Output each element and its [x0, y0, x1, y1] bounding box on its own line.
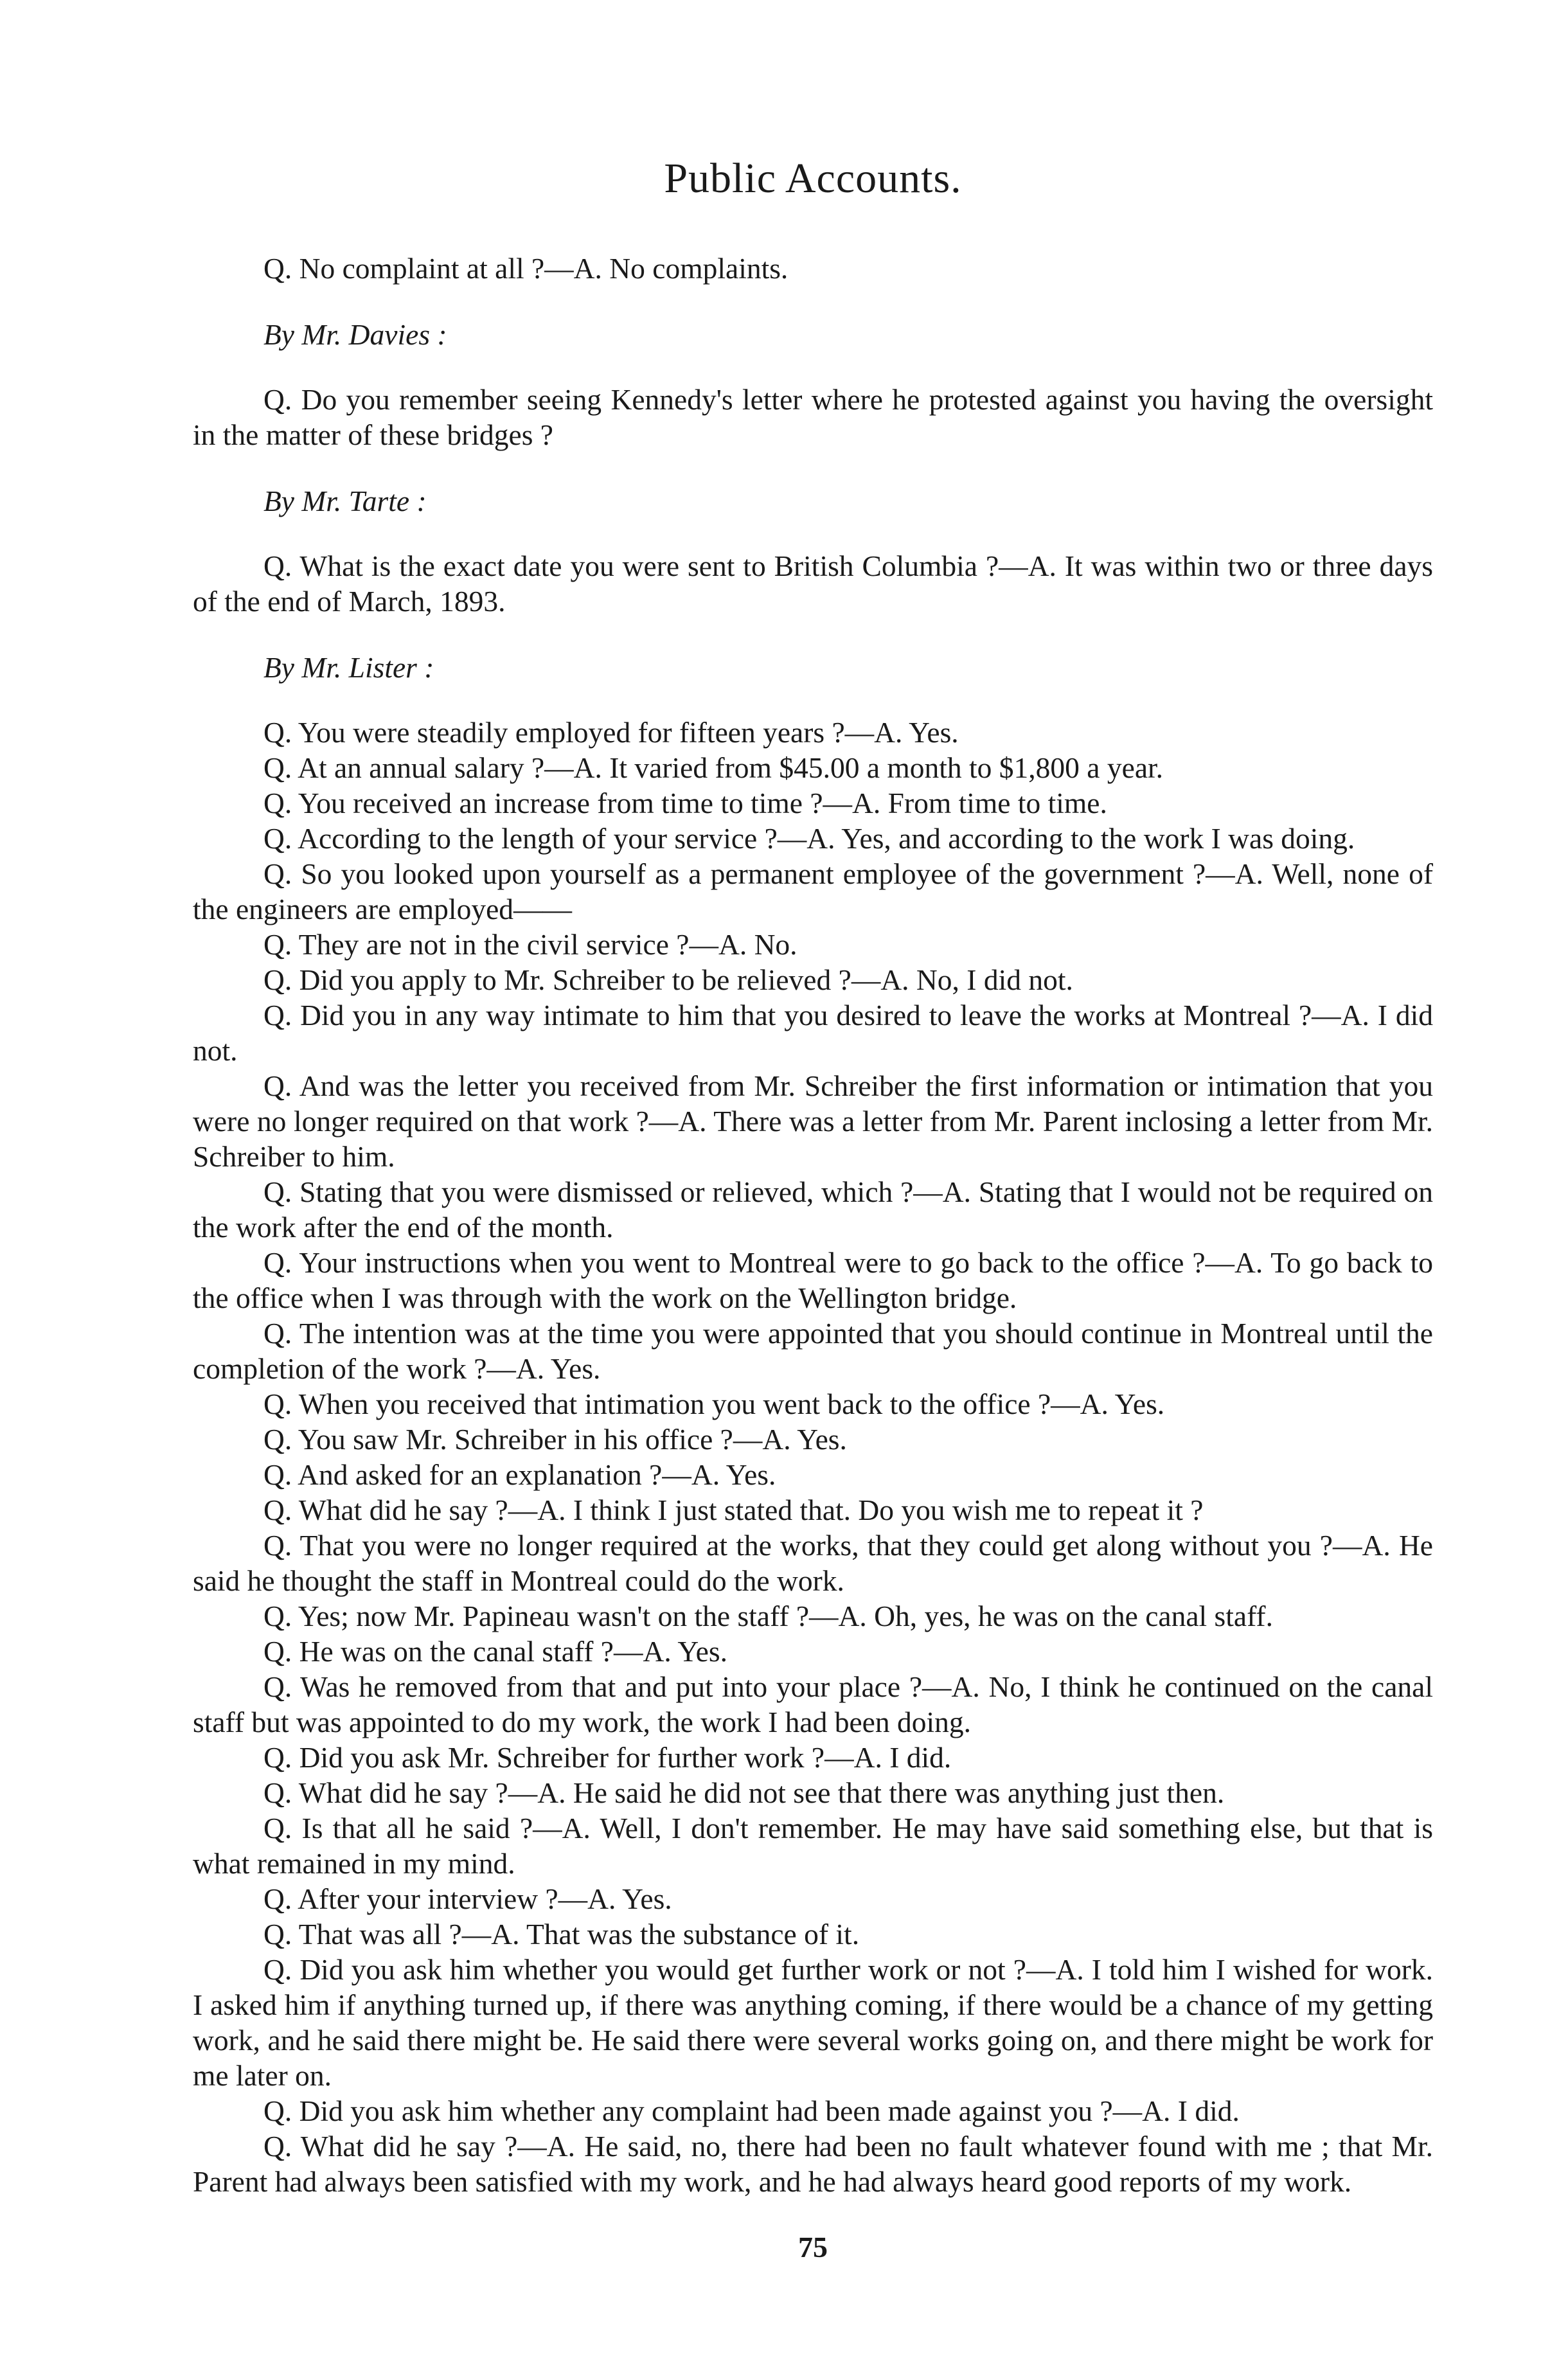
- paragraph: Q. What did he say ?—A. He said, no, there had been no fault whatever found with me ; that Mr. Parent had always been satisfied with my work, and he had always heard good reports of my work.: [193, 2130, 1433, 2198]
- speaker-heading: By Mr. Davies :: [263, 318, 447, 351]
- paragraph: Q. He was on the canal staff ?—A. Yes.: [263, 1635, 727, 1668]
- paragraph: Q. That you were no longer required at the works, that they could get along without you ?—A. He said he thought the staff in Montreal could do the work.: [193, 1529, 1433, 1597]
- paragraph: Q. You received an increase from time to time ?—A. From time to time.: [263, 787, 1107, 819]
- paragraph: Q. That was all ?—A. That was the substance of it.: [263, 1918, 860, 1950]
- paragraph: Q. No complaint at all ?—A. No complaints.: [263, 252, 788, 285]
- document-body: [193, 251, 1433, 2199]
- paragraph: Q. Stating that you were dismissed or relieved, which ?—A. Stating that I would not be required on the work after the end of the month.: [193, 1175, 1433, 1244]
- paragraph: Q. Do you remember seeing Kennedy's letter where he protested against you having the oversight in the matter of these bridges ?: [193, 383, 1433, 451]
- paragraph: Q. Is that all he said ?—A. Well, I don't remember. He may have said something else, but that is what remained in my mind.: [193, 1812, 1433, 1880]
- paragraph: Q. The intention was at the time you were appointed that you should continue in Montreal until the completion of the work ?—A. Yes.: [193, 1317, 1433, 1385]
- paragraph: Q. When you received that intimation you went back to the office ?—A. Yes.: [263, 1388, 1165, 1420]
- paragraph: Q. Did you ask Mr. Schreiber for further work ?—A. I did.: [263, 1741, 952, 1774]
- speaker-heading: By Mr. Tarte :: [263, 485, 427, 517]
- page-title: Public Accounts.: [664, 155, 962, 202]
- speaker-heading: By Mr. Lister :: [263, 651, 434, 684]
- paragraph: Q. You were steadily employed for fifteen years ?—A. Yes.: [263, 716, 959, 749]
- paragraph: Q. Did you ask him whether you would get further work or not ?—A. I told him I wished for work. I asked him if anything turned up, if there was anything coming, if there would be a chance of my getting work, and he said there might be. He said there were several works going on, and there might be work for me later on.: [193, 1953, 1433, 2092]
- paragraph: Q. What is the exact date you were sent to British Columbia ?—A. It was within two or three days of the end of March, 1893.: [193, 549, 1433, 618]
- paragraph: Q. At an annual salary ?—A. It varied from $45.00 a month to $1,800 a year.: [263, 751, 1164, 784]
- paragraph: Q. Your instructions when you went to Montreal were to go back to the office ?—A. To go back to the office when I was through with the work on the Wellington bridge.: [193, 1246, 1433, 1314]
- paragraph: Q. So you looked upon yourself as a permanent employee of the government ?—A. Well, none of the engineers are employed——: [193, 857, 1433, 925]
- paragraph: Q. They are not in the civil service ?—A. No.: [263, 928, 797, 961]
- paragraph: Q. Did you ask him whether any complaint had been made against you ?—A. I did.: [263, 2094, 1240, 2127]
- paragraph: Q. According to the length of your service ?—A. Yes, and according to the work I was doing.: [263, 822, 1355, 855]
- page-number: 75: [798, 2231, 828, 2263]
- paragraph: Q. And asked for an explanation ?—A. Yes.: [263, 1458, 776, 1491]
- paragraph: Q. Did you in any way intimate to him that you desired to leave the works at Montreal ?—A. I did not.: [193, 999, 1433, 1067]
- paragraph: Q. You saw Mr. Schreiber in his office ?—A. Yes.: [263, 1423, 847, 1456]
- paragraph: Q. After your interview ?—A. Yes.: [263, 1882, 672, 1915]
- paragraph: Q. What did he say ?—A. He said he did not see that there was anything just then.: [263, 1776, 1225, 1809]
- paragraph: Q. Was he removed from that and put into your place ?—A. No, I think he continued on the canal staff but was appointed to do my work, the work I had been doing.: [193, 1670, 1433, 1738]
- paragraph: Q. Did you apply to Mr. Schreiber to be relieved ?—A. No, I did not.: [263, 963, 1073, 996]
- paragraph: Q. And was the letter you received from Mr. Schreiber the first information or intimation that you were no longer required on that work ?—A. There was a letter from Mr. Parent inclosing a letter from Mr. Schreiber to him.: [193, 1069, 1433, 1173]
- paragraph: Q. What did he say ?—A. I think I just stated that. Do you wish me to repeat it ?: [263, 1494, 1204, 1526]
- paragraph: Q. Yes; now Mr. Papineau wasn't on the staff ?—A. Oh, yes, he was on the canal staff.: [263, 1600, 1273, 1632]
